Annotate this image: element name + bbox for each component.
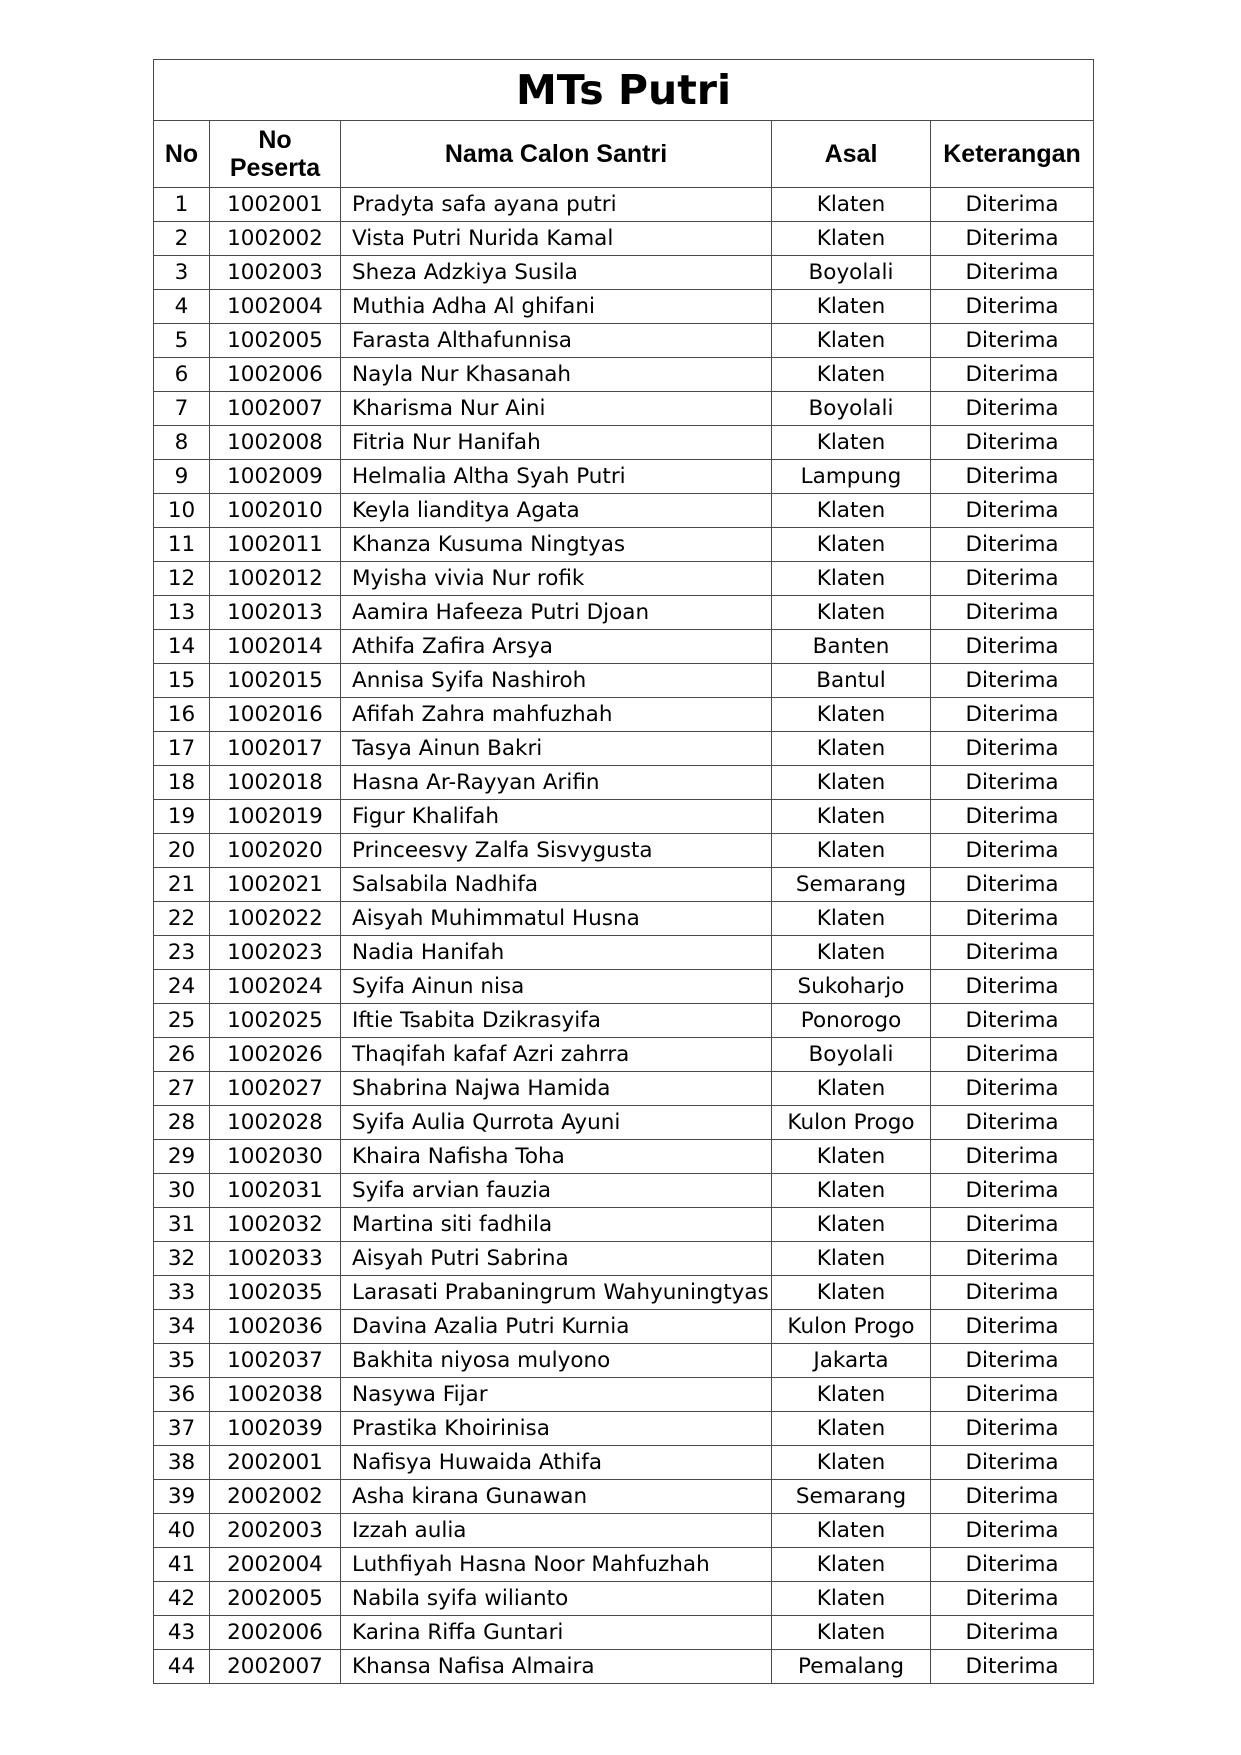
- cell-keterangan: Diterima: [931, 426, 1094, 460]
- cell-nama: Syifa arvian fauzia: [341, 1174, 772, 1208]
- cell-nama: Nabila syifa wilianto: [341, 1582, 772, 1616]
- cell-nama: Keyla lianditya Agata: [341, 494, 772, 528]
- cell-asal: Klaten: [772, 834, 931, 868]
- cell-no: 13: [154, 596, 210, 630]
- cell-no: 10: [154, 494, 210, 528]
- cell-asal: Lampung: [772, 460, 931, 494]
- header-no: No: [154, 121, 210, 188]
- cell-asal: Klaten: [772, 1548, 931, 1582]
- cell-no-peserta: 1002039: [210, 1412, 341, 1446]
- table-row: [154, 426, 1094, 460]
- cell-no-peserta: 1002024: [210, 970, 341, 1004]
- cell-asal: Sukoharjo: [772, 970, 931, 1004]
- table-row: [154, 1038, 1094, 1072]
- cell-no: 15: [154, 664, 210, 698]
- cell-no-peserta: 1002036: [210, 1310, 341, 1344]
- cell-no-peserta: 2002005: [210, 1582, 341, 1616]
- cell-no-peserta: 1002016: [210, 698, 341, 732]
- header-no-peserta-line1: No: [258, 126, 292, 154]
- cell-no-peserta: 1002030: [210, 1140, 341, 1174]
- table-row: [154, 1276, 1094, 1310]
- cell-no-peserta: 1002005: [210, 324, 341, 358]
- table-row: [154, 1548, 1094, 1582]
- header-nama: Nama Calon Santri: [341, 121, 772, 188]
- cell-keterangan: Diterima: [931, 868, 1094, 902]
- cell-keterangan: Diterima: [931, 256, 1094, 290]
- cell-no: 21: [154, 868, 210, 902]
- cell-nama: Princeesvy Zalfa Sisvygusta: [341, 834, 772, 868]
- table-row: [154, 1514, 1094, 1548]
- cell-asal: Klaten: [772, 290, 931, 324]
- cell-keterangan: Diterima: [931, 596, 1094, 630]
- cell-keterangan: Diterima: [931, 358, 1094, 392]
- table-row: [154, 1004, 1094, 1038]
- cell-keterangan: Diterima: [931, 1276, 1094, 1310]
- cell-no-peserta: 1002011: [210, 528, 341, 562]
- cell-no: 17: [154, 732, 210, 766]
- cell-no: 42: [154, 1582, 210, 1616]
- cell-asal: Kulon Progo: [772, 1106, 931, 1140]
- cell-nama: Syifa Aulia Qurrota Ayuni: [341, 1106, 772, 1140]
- cell-no: 24: [154, 970, 210, 1004]
- cell-nama: Larasati Prabaningrum Wahyuningtyas: [341, 1276, 772, 1310]
- cell-no-peserta: 1002002: [210, 222, 341, 256]
- table-row: [154, 1650, 1094, 1684]
- cell-no: 25: [154, 1004, 210, 1038]
- cell-keterangan: Diterima: [931, 1582, 1094, 1616]
- cell-nama: Athifa Zafira Arsya: [341, 630, 772, 664]
- cell-no-peserta: 1002009: [210, 460, 341, 494]
- cell-no: 34: [154, 1310, 210, 1344]
- table-row: [154, 732, 1094, 766]
- cell-keterangan: Diterima: [931, 766, 1094, 800]
- table-row: [154, 1106, 1094, 1140]
- cell-no-peserta: 1002033: [210, 1242, 341, 1276]
- table-row: [154, 630, 1094, 664]
- table-body: [154, 188, 1094, 1684]
- table-row: [154, 834, 1094, 868]
- cell-asal: Klaten: [772, 358, 931, 392]
- cell-asal: Klaten: [772, 936, 931, 970]
- cell-no-peserta: 2002007: [210, 1650, 341, 1684]
- table-row: [154, 358, 1094, 392]
- table-row: [154, 800, 1094, 834]
- cell-asal: Klaten: [772, 1582, 931, 1616]
- cell-keterangan: Diterima: [931, 1174, 1094, 1208]
- header-no-peserta: [210, 121, 341, 188]
- cell-nama: Aisyah Muhimmatul Husna: [341, 902, 772, 936]
- cell-nama: Farasta Althafunnisa: [341, 324, 772, 358]
- cell-nama: Asha kirana Gunawan: [341, 1480, 772, 1514]
- cell-no-peserta: 2002002: [210, 1480, 341, 1514]
- cell-no-peserta: 2002001: [210, 1446, 341, 1480]
- cell-asal: Klaten: [772, 222, 931, 256]
- cell-keterangan: Diterima: [931, 834, 1094, 868]
- cell-nama: Helmalia Altha Syah Putri: [341, 460, 772, 494]
- cell-nama: Nasywa Fijar: [341, 1378, 772, 1412]
- cell-no-peserta: 1002003: [210, 256, 341, 290]
- cell-no: 40: [154, 1514, 210, 1548]
- cell-keterangan: Diterima: [931, 800, 1094, 834]
- cell-asal: Klaten: [772, 1276, 931, 1310]
- header-asal: Asal: [772, 121, 931, 188]
- cell-no-peserta: 1002012: [210, 562, 341, 596]
- cell-keterangan: Diterima: [931, 1242, 1094, 1276]
- cell-keterangan: Diterima: [931, 1412, 1094, 1446]
- cell-nama: Kharisma Nur Aini: [341, 392, 772, 426]
- cell-nama: Nafisya Huwaida Athifa: [341, 1446, 772, 1480]
- table-row: [154, 256, 1094, 290]
- cell-nama: Khaira Nafisha Toha: [341, 1140, 772, 1174]
- cell-keterangan: Diterima: [931, 630, 1094, 664]
- cell-no: 33: [154, 1276, 210, 1310]
- cell-nama: Shabrina Najwa Hamida: [341, 1072, 772, 1106]
- header-no-peserta-line2: Peserta: [229, 154, 321, 182]
- cell-keterangan: Diterima: [931, 1140, 1094, 1174]
- cell-no: 9: [154, 460, 210, 494]
- table-row: [154, 290, 1094, 324]
- cell-no: 32: [154, 1242, 210, 1276]
- cell-nama: Hasna Ar-Rayyan Arifin: [341, 766, 772, 800]
- cell-keterangan: Diterima: [931, 1616, 1094, 1650]
- cell-no: 26: [154, 1038, 210, 1072]
- cell-no: 12: [154, 562, 210, 596]
- table-row: [154, 1582, 1094, 1616]
- cell-keterangan: Diterima: [931, 698, 1094, 732]
- cell-nama: Nayla Nur Khasanah: [341, 358, 772, 392]
- cell-nama: Sheza Adzkiya Susila: [341, 256, 772, 290]
- cell-nama: Pradyta safa ayana putri: [341, 188, 772, 222]
- table-row: [154, 1140, 1094, 1174]
- cell-keterangan: Diterima: [931, 494, 1094, 528]
- cell-asal: Klaten: [772, 494, 931, 528]
- cell-no-peserta: 2002006: [210, 1616, 341, 1650]
- cell-asal: Klaten: [772, 1208, 931, 1242]
- cell-asal: Klaten: [772, 902, 931, 936]
- table-row: [154, 494, 1094, 528]
- cell-no-peserta: 1002037: [210, 1344, 341, 1378]
- cell-no: 23: [154, 936, 210, 970]
- cell-keterangan: Diterima: [931, 324, 1094, 358]
- cell-asal: Klaten: [772, 1412, 931, 1446]
- cell-no-peserta: 1002018: [210, 766, 341, 800]
- cell-keterangan: Diterima: [931, 528, 1094, 562]
- table-row: [154, 1242, 1094, 1276]
- table-row: [154, 528, 1094, 562]
- cell-no: 18: [154, 766, 210, 800]
- cell-keterangan: Diterima: [931, 1344, 1094, 1378]
- cell-keterangan: Diterima: [931, 392, 1094, 426]
- cell-nama: Myisha vivia Nur rofik: [341, 562, 772, 596]
- cell-asal: Klaten: [772, 426, 931, 460]
- cell-keterangan: Diterima: [931, 1310, 1094, 1344]
- table-row: [154, 766, 1094, 800]
- table-header-row: [154, 121, 1094, 188]
- cell-keterangan: Diterima: [931, 1106, 1094, 1140]
- cell-keterangan: Diterima: [931, 970, 1094, 1004]
- cell-keterangan: Diterima: [931, 1072, 1094, 1106]
- cell-asal: Klaten: [772, 1242, 931, 1276]
- cell-keterangan: Diterima: [931, 1650, 1094, 1684]
- cell-no: 30: [154, 1174, 210, 1208]
- cell-nama: Tasya Ainun Bakri: [341, 732, 772, 766]
- cell-keterangan: Diterima: [931, 562, 1094, 596]
- cell-no: 39: [154, 1480, 210, 1514]
- cell-asal: Pemalang: [772, 1650, 931, 1684]
- cell-asal: Klaten: [772, 1174, 931, 1208]
- cell-no: 3: [154, 256, 210, 290]
- cell-asal: Ponorogo: [772, 1004, 931, 1038]
- table-row: [154, 1208, 1094, 1242]
- cell-no-peserta: 1002023: [210, 936, 341, 970]
- cell-no-peserta: 1002035: [210, 1276, 341, 1310]
- cell-keterangan: Diterima: [931, 1378, 1094, 1412]
- table-row: [154, 1412, 1094, 1446]
- table-row: [154, 392, 1094, 426]
- cell-no: 11: [154, 528, 210, 562]
- cell-no: 4: [154, 290, 210, 324]
- cell-no-peserta: 1002013: [210, 596, 341, 630]
- cell-nama: Iftie Tsabita Dzikrasyifa: [341, 1004, 772, 1038]
- cell-no-peserta: 1002022: [210, 902, 341, 936]
- table-row: [154, 562, 1094, 596]
- cell-no: 44: [154, 1650, 210, 1684]
- cell-keterangan: Diterima: [931, 1208, 1094, 1242]
- cell-nama: Khanza Kusuma Ningtyas: [341, 528, 772, 562]
- cell-asal: Klaten: [772, 1446, 931, 1480]
- table-row: [154, 664, 1094, 698]
- cell-nama: Davina Azalia Putri Kurnia: [341, 1310, 772, 1344]
- cell-no: 36: [154, 1378, 210, 1412]
- table-row: [154, 1480, 1094, 1514]
- cell-no-peserta: 1002025: [210, 1004, 341, 1038]
- cell-keterangan: Diterima: [931, 1480, 1094, 1514]
- cell-no: 35: [154, 1344, 210, 1378]
- cell-no-peserta: 1002028: [210, 1106, 341, 1140]
- table-row: [154, 1310, 1094, 1344]
- cell-asal: Jakarta: [772, 1344, 931, 1378]
- cell-asal: Klaten: [772, 732, 931, 766]
- cell-nama: Luthfiyah Hasna Noor Mahfuzhah: [341, 1548, 772, 1582]
- cell-asal: Bantul: [772, 664, 931, 698]
- cell-keterangan: Diterima: [931, 1004, 1094, 1038]
- cell-no-peserta: 2002004: [210, 1548, 341, 1582]
- cell-asal: Klaten: [772, 188, 931, 222]
- cell-no-peserta: 1002014: [210, 630, 341, 664]
- header-keterangan: Keterangan: [931, 121, 1094, 188]
- cell-no-peserta: 2002003: [210, 1514, 341, 1548]
- cell-no: 38: [154, 1446, 210, 1480]
- table-row: [154, 936, 1094, 970]
- cell-asal: Klaten: [772, 596, 931, 630]
- cell-nama: Fitria Nur Hanifah: [341, 426, 772, 460]
- cell-no-peserta: 1002010: [210, 494, 341, 528]
- table-row: [154, 324, 1094, 358]
- cell-no-peserta: 1002026: [210, 1038, 341, 1072]
- cell-asal: Klaten: [772, 698, 931, 732]
- cell-no: 19: [154, 800, 210, 834]
- table-row: [154, 1378, 1094, 1412]
- table-row: [154, 222, 1094, 256]
- cell-no-peserta: 1002004: [210, 290, 341, 324]
- cell-no: 29: [154, 1140, 210, 1174]
- cell-asal: Semarang: [772, 1480, 931, 1514]
- cell-no-peserta: 1002031: [210, 1174, 341, 1208]
- cell-asal: Klaten: [772, 1514, 931, 1548]
- cell-nama: Izzah aulia: [341, 1514, 772, 1548]
- cell-no: 20: [154, 834, 210, 868]
- table-row: [154, 698, 1094, 732]
- cell-no-peserta: 1002021: [210, 868, 341, 902]
- cell-no: 43: [154, 1616, 210, 1650]
- cell-keterangan: Diterima: [931, 290, 1094, 324]
- cell-nama: Khansa Nafisa Almaira: [341, 1650, 772, 1684]
- cell-no: 8: [154, 426, 210, 460]
- cell-nama: Nadia Hanifah: [341, 936, 772, 970]
- cell-keterangan: Diterima: [931, 222, 1094, 256]
- cell-nama: Vista Putri Nurida Kamal: [341, 222, 772, 256]
- table-row: [154, 1174, 1094, 1208]
- cell-no-peserta: 1002015: [210, 664, 341, 698]
- cell-nama: Martina siti fadhila: [341, 1208, 772, 1242]
- table-row: [154, 902, 1094, 936]
- cell-asal: Klaten: [772, 324, 931, 358]
- cell-asal: Banten: [772, 630, 931, 664]
- cell-asal: Boyolali: [772, 1038, 931, 1072]
- cell-nama: Bakhita niyosa mulyono: [341, 1344, 772, 1378]
- cell-no-peserta: 1002001: [210, 188, 341, 222]
- cell-no-peserta: 1002017: [210, 732, 341, 766]
- cell-nama: Muthia Adha Al ghifani: [341, 290, 772, 324]
- cell-nama: Figur Khalifah: [341, 800, 772, 834]
- cell-keterangan: Diterima: [931, 1514, 1094, 1548]
- table-row: [154, 1616, 1094, 1650]
- cell-asal: Kulon Progo: [772, 1310, 931, 1344]
- table-row: [154, 1072, 1094, 1106]
- table-row: [154, 970, 1094, 1004]
- cell-asal: Klaten: [772, 1616, 931, 1650]
- table-row: [154, 868, 1094, 902]
- table-row: [154, 460, 1094, 494]
- cell-no: 31: [154, 1208, 210, 1242]
- cell-asal: Semarang: [772, 868, 931, 902]
- cell-keterangan: Diterima: [931, 1548, 1094, 1582]
- table-row: [154, 596, 1094, 630]
- participant-table: [153, 59, 1094, 1684]
- cell-no: 22: [154, 902, 210, 936]
- cell-keterangan: Diterima: [931, 460, 1094, 494]
- cell-no: 5: [154, 324, 210, 358]
- cell-nama: Afifah Zahra mahfuzhah: [341, 698, 772, 732]
- cell-no-peserta: 1002008: [210, 426, 341, 460]
- cell-no: 37: [154, 1412, 210, 1446]
- cell-no-peserta: 1002007: [210, 392, 341, 426]
- cell-no-peserta: 1002032: [210, 1208, 341, 1242]
- cell-asal: Boyolali: [772, 392, 931, 426]
- cell-no: 7: [154, 392, 210, 426]
- cell-no-peserta: 1002027: [210, 1072, 341, 1106]
- cell-nama: Karina Riffa Guntari: [341, 1616, 772, 1650]
- cell-keterangan: Diterima: [931, 902, 1094, 936]
- table-row: [154, 1446, 1094, 1480]
- cell-no: 2: [154, 222, 210, 256]
- cell-nama: Salsabila Nadhifa: [341, 868, 772, 902]
- cell-nama: Aamira Hafeeza Putri Djoan: [341, 596, 772, 630]
- cell-no: 16: [154, 698, 210, 732]
- cell-no: 14: [154, 630, 210, 664]
- cell-no: 28: [154, 1106, 210, 1140]
- cell-no-peserta: 1002006: [210, 358, 341, 392]
- cell-no: 6: [154, 358, 210, 392]
- cell-asal: Klaten: [772, 766, 931, 800]
- cell-nama: Prastika Khoirinisa: [341, 1412, 772, 1446]
- cell-keterangan: Diterima: [931, 1446, 1094, 1480]
- cell-no: 1: [154, 188, 210, 222]
- cell-asal: Klaten: [772, 1072, 931, 1106]
- cell-nama: Syifa Ainun nisa: [341, 970, 772, 1004]
- cell-no-peserta: 1002019: [210, 800, 341, 834]
- cell-asal: Klaten: [772, 800, 931, 834]
- cell-no: 27: [154, 1072, 210, 1106]
- cell-nama: Aisyah Putri Sabrina: [341, 1242, 772, 1276]
- table-row: [154, 1344, 1094, 1378]
- cell-no-peserta: 1002020: [210, 834, 341, 868]
- cell-asal: Boyolali: [772, 256, 931, 290]
- cell-keterangan: Diterima: [931, 1038, 1094, 1072]
- cell-no-peserta: 1002038: [210, 1378, 341, 1412]
- cell-asal: Klaten: [772, 562, 931, 596]
- cell-asal: Klaten: [772, 528, 931, 562]
- cell-keterangan: Diterima: [931, 664, 1094, 698]
- page-title: MTs Putri: [154, 60, 1094, 121]
- cell-asal: Klaten: [772, 1140, 931, 1174]
- cell-keterangan: Diterima: [931, 732, 1094, 766]
- table-row: [154, 188, 1094, 222]
- cell-nama: Thaqifah kafaf Azri zahrra: [341, 1038, 772, 1072]
- cell-nama: Annisa Syifa Nashiroh: [341, 664, 772, 698]
- cell-asal: Klaten: [772, 1378, 931, 1412]
- cell-keterangan: Diterima: [931, 188, 1094, 222]
- cell-keterangan: Diterima: [931, 936, 1094, 970]
- cell-no: 41: [154, 1548, 210, 1582]
